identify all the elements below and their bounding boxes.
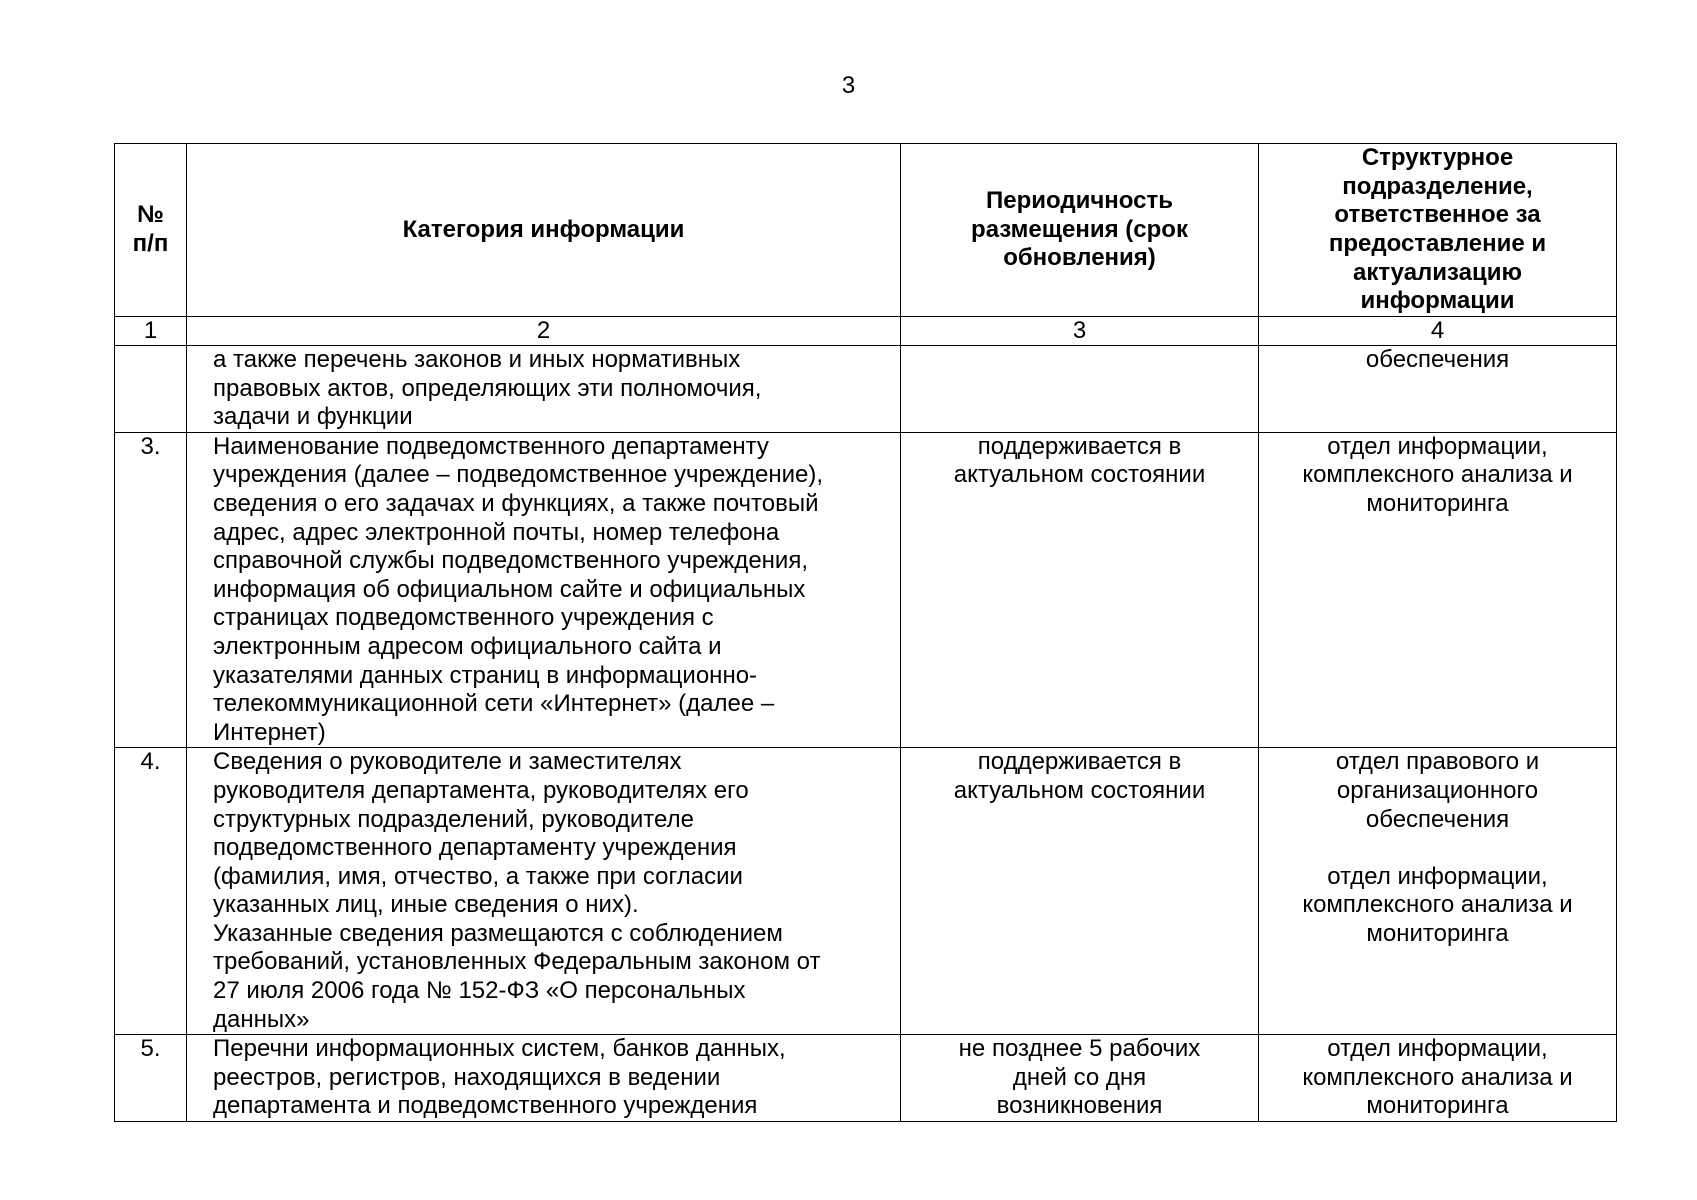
department-name: отдел информации, комплексного анализа и мониторинга bbox=[1302, 1035, 1573, 1120]
header-no: № п/п bbox=[115, 144, 187, 317]
table-row bbox=[115, 1035, 1617, 1122]
row-category bbox=[187, 1035, 901, 1122]
information-table bbox=[114, 143, 1617, 1122]
row-periodicity bbox=[901, 346, 1259, 433]
column-numbers-row bbox=[115, 317, 1617, 346]
row-department bbox=[1259, 346, 1617, 433]
header-department: Структурное подразделение, ответственное за предоставление и актуализацию информации bbox=[1259, 144, 1617, 317]
table-row bbox=[115, 432, 1617, 748]
row-number bbox=[115, 346, 187, 433]
row-periodicity bbox=[901, 748, 1259, 1035]
row-department bbox=[1259, 1035, 1617, 1122]
row-department bbox=[1259, 432, 1617, 748]
header-category: Категория информации bbox=[187, 144, 901, 317]
row-periodicity-text: поддерживается в актуальном состоянии bbox=[953, 432, 1206, 489]
row-periodicity-text: не позднее 5 рабочих дней со дня возникновения bbox=[958, 1035, 1201, 1120]
row-number: 4. bbox=[115, 748, 187, 1035]
row-category-text: Наименование подведомственного департаменту учреждения (далее – подведомственное учреждение), сведения о его задачах и функциях, а также почтовый адрес, адрес электронной почты, номер телефона справочной службы подведомственного учреждения, информация об официальном сайте и официальных страницах подведомственного учреждения с электронным адресом официального сайта и указателями данных страниц в информационно- телекоммуникационной сети «Интернет» (далее – Интернет) bbox=[213, 432, 824, 746]
row-category bbox=[187, 748, 901, 1035]
table-row bbox=[115, 748, 1617, 1035]
row-category bbox=[187, 346, 901, 433]
table-row bbox=[115, 346, 1617, 433]
row-periodicity bbox=[901, 1035, 1259, 1122]
page-number: 3 bbox=[841, 72, 856, 99]
column-number: 2 bbox=[187, 317, 901, 346]
row-number: 5. bbox=[115, 1035, 187, 1122]
column-number: 4 bbox=[1259, 317, 1617, 346]
row-number: 3. bbox=[115, 432, 187, 748]
row-category-text: а также перечень законов и иных нормативных правовых актов, определяющих эти полномочия, задачи и функции bbox=[213, 346, 762, 431]
header-periodicity: Периодичность размещения (срок обновления) bbox=[901, 144, 1259, 317]
table-header-row bbox=[115, 144, 1617, 317]
row-category-text: Сведения о руководителе и заместителях руководителя департамента, руководителях его структурных подразделений, руководителе подведомственного департаменту учреждения (фамилия, имя, отчество, а также при согласии указанных лиц, иные сведения о них). Указанные сведения размещаются с соблюдением требований, установленных Федеральным законом от 27 июля 2006 года № 152-ФЗ «О персональных данных» bbox=[213, 748, 821, 1033]
department-name: отдел информации, комплексного анализа и мониторинга bbox=[1302, 862, 1573, 947]
row-periodicity-text: поддерживается в актуальном состоянии bbox=[953, 748, 1206, 804]
department-name: отдел информации, комплексного анализа и мониторинга bbox=[1302, 432, 1573, 517]
column-number: 1 bbox=[115, 317, 187, 346]
row-category-text: Перечни информационных систем, банков данных, реестров, регистров, находящихся в ведении департамента и подведомственного учреждения bbox=[213, 1035, 786, 1120]
column-number: 3 bbox=[901, 317, 1259, 346]
department-name: обеспечения bbox=[1365, 346, 1510, 373]
row-periodicity bbox=[901, 432, 1259, 748]
row-department bbox=[1259, 748, 1617, 1035]
department-name: отдел правового и организационного обеспечения bbox=[1335, 748, 1540, 833]
row-category bbox=[187, 432, 901, 748]
department-spacer bbox=[1259, 834, 1616, 863]
